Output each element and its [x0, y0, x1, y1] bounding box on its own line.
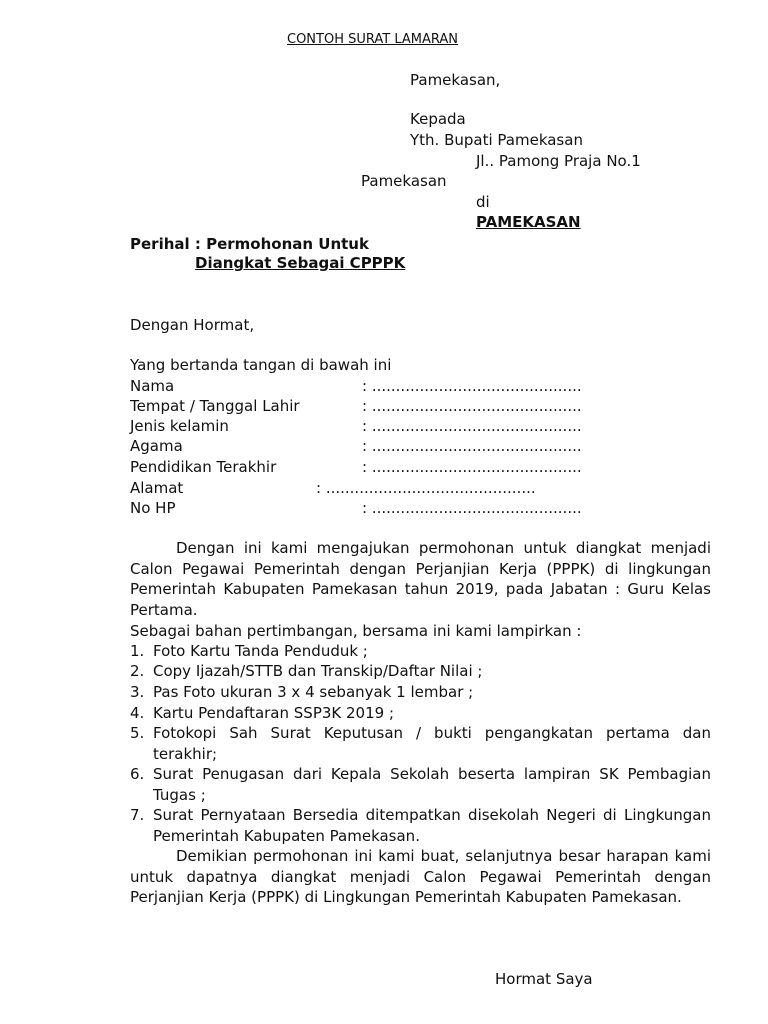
recipient-location: PAMEKASAN — [476, 213, 581, 231]
field-label: Pendidikan Terakhir — [130, 458, 277, 476]
subject-line-2: Diangkat Sebagai CPPPK — [195, 254, 406, 272]
intro-line: Yang bertanda tangan di bawah ini — [130, 356, 392, 374]
list-item-text: Foto Kartu Tanda Penduduk ; — [153, 642, 368, 660]
attachments-intro: Sebagai bahan pertimbangan, bersama ini kami lampirkan : — [130, 622, 582, 640]
list-item — [130, 723, 711, 764]
list-item-text: Fotokopi Sah Surat Keputusan / bukti pengangkatan pertama dan terakhir; — [153, 724, 711, 763]
field-label: Agama — [130, 437, 183, 455]
list-item-text: Copy Ijazah/STTB dan Transkip/Daftar Nilai ; — [153, 662, 483, 680]
list-item — [130, 682, 711, 703]
list-item-text: Surat Penugasan dari Kepala Sekolah beserta lampiran SK Pembagian Tugas ; — [153, 765, 711, 804]
body-paragraph-1: Dengan ini kami mengajukan permohonan untuk diangkat menjadi Calon Pegawai Pemerintah dengan Perjanjian Kerja (PPPK) di lingkungan Pemerintah Kabupaten Pamekasan tahun 2019, pada Jabatan : Guru Kelas Pertama. — [130, 539, 711, 619]
list-item — [130, 764, 711, 805]
list-item-number: 1. — [130, 642, 145, 660]
field-value: : ............................................ — [362, 397, 582, 415]
list-item-number: 6. — [130, 765, 145, 783]
list-item-number: 5. — [130, 724, 145, 742]
field-label: Jenis kelamin — [130, 417, 229, 435]
field-label: Tempat / Tanggal Lahir — [130, 397, 300, 415]
field-value: : ............................................ — [362, 437, 582, 455]
recipient-di: di — [476, 193, 490, 211]
recipient-city: Pamekasan — [361, 172, 447, 190]
field-label: Alamat — [130, 479, 184, 497]
list-item — [130, 805, 711, 846]
field-value: : ............................................ — [362, 499, 582, 517]
signature-line: Hormat Saya — [495, 970, 593, 988]
letter-title: CONTOH SURAT LAMARAN — [287, 32, 459, 47]
list-item — [130, 703, 711, 724]
recipient-kepada: Kepada — [410, 110, 466, 128]
list-item-number: 4. — [130, 704, 145, 722]
recipient-yth: Yth. Bupati Pamekasan — [410, 131, 583, 149]
field-label: No HP — [130, 499, 176, 517]
field-value: : ............................................ — [362, 377, 582, 395]
list-item-number: 2. — [130, 662, 145, 680]
list-item-text: Pas Foto ukuran 3 x 4 sebanyak 1 lembar ; — [153, 683, 474, 701]
list-item-number: 7. — [130, 806, 145, 824]
list-item — [130, 641, 711, 662]
recipient-address: Jl.. Pamong Praja No.1 — [476, 152, 641, 170]
list-item — [130, 661, 711, 682]
subject-line-1: Perihal : Permohonan Untuk — [130, 235, 369, 253]
greeting: Dengan Hormat, — [130, 316, 255, 334]
field-label: Nama — [130, 377, 175, 395]
list-item-text: Kartu Pendaftaran SSP3K 2019 ; — [153, 704, 395, 722]
field-value: : ............................................ — [362, 417, 582, 435]
field-value: : ............................................ — [362, 458, 582, 476]
closing-paragraph: Demikian permohonan ini kami buat, selanjutnya besar harapan kami untuk dapatnya diangkat menjadi Calon Pegawai Pemerintah dengan Perjanjian Kerja (PPPK) di Lingkungan Pemerintah Kabupaten Pamekasan. — [130, 847, 711, 906]
list-item-number: 3. — [130, 683, 145, 701]
list-item-text: Surat Pernyataan Bersedia ditempatkan disekolah Negeri di Lingkungan Pemerintah Kabupaten Pamekasan. — [153, 806, 711, 845]
place-date: Pamekasan, — [410, 71, 501, 89]
field-value: : ............................................ — [316, 479, 536, 497]
